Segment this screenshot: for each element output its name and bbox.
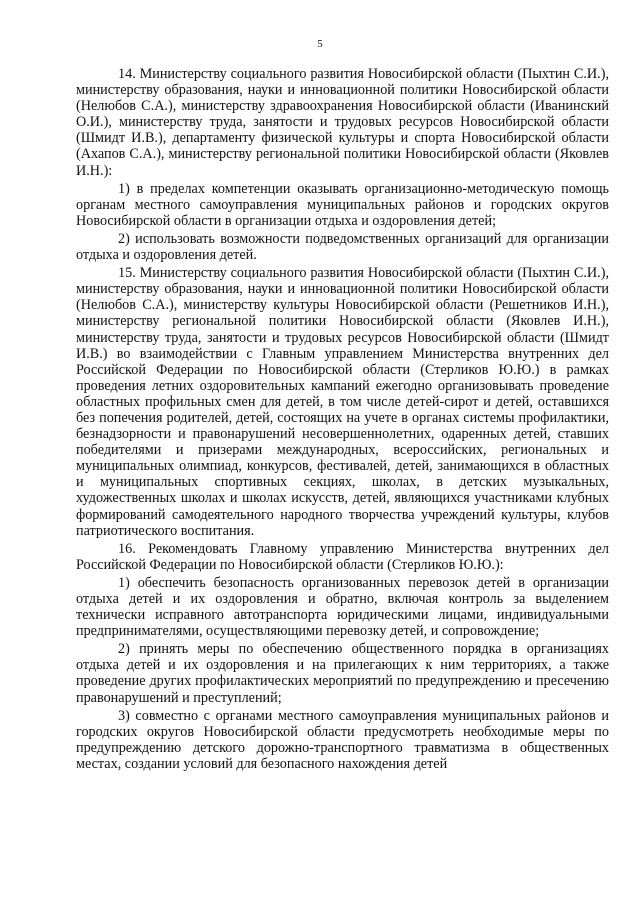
- paragraph-15: 15. Министерству социального развития Новосибирской области (Пыхтин С.И.), министерству образования, науки и инновационной политики Новосибирской области (Нелюбов С.А.), министерству культуры Новосибирской области (Решетников И.Н.), министерству региональной политики Новосибирской области (Яковлев И.Н.), министерству труда, занятости и трудовых ресурсов Новосибирской области (Шмидт И.В.) во взаимодействии с Главным управлением Министерства внутренних дел Российской Федерации по Новосибирской области (Стерликов Ю.Ю.) в рамках проведения летних оздоровительных кампаний ежегодно организовывать проведение областных профильных смен для детей, в том числе детей-сирот и детей, оставшихся без попечения родителей, детей, состоящих на учете в органах системы профилактики, безнадзорности и правонарушений несовершеннолетних, одаренных детей, ставших победителями и призерами международных, всероссийских, региональных и муниципальных олимпиад, конкурсов, фестивалей, детей, занимающихся в областных и муниципальных спортивных секциях, школах, в детских музыкальных, художественных школах и школах искусств, детей, являющихся участниками клубных формирований самодеятельного народного творчества учреждений культуры, клубов патриотического воспитания.: [76, 265, 609, 539]
- paragraph-14: 14. Министерству социального развития Новосибирской области (Пыхтин С.И.), министерству образования, науки и инновационной политики Новосибирской области (Нелюбов С.А.), министерству здравоохранения Новосибирской области (Иванинский О.И.), министерству труда, занятости и трудовых ресурсов Новосибирской области (Шмидт И.В.), департаменту физической культуры и спорта Новосибирской области (Ахапов С.А.), министерству региональной политики Новосибирской области (Яковлев И.Н.):: [76, 66, 609, 179]
- page-number: 5: [317, 38, 323, 50]
- paragraph-14-item-1: 1) в пределах компетенции оказывать организационно-методическую помощь органам местного самоуправления муниципальных районов и городских округов Новосибирской области в организации отдыха и оздоровления детей;: [76, 180, 609, 229]
- paragraph-14-item-2: 2) использовать возможности подведомственных организаций для организации отдыха и оздоровления детей.: [76, 230, 609, 264]
- paragraph-16-item-2: 2) принять меры по обеспечению общественного порядка в организациях отдыха детей и их оздоровления и на прилегающих к ним территориях, а также проведение других профилактических мероприятий по предупреждению и пресечению правонарушений и преступлений;: [76, 641, 609, 706]
- document-body: [76, 66, 609, 774]
- paragraph-16: 16. Рекомендовать Главному управлению Министерства внутренних дел Российской Федерации по Новосибирской области (Стерликов Ю.Ю.):: [76, 540, 609, 573]
- paragraph-16-item-3: 3) совместно с органами местного самоуправления муниципальных районов и городских округов Новосибирской области предусмотреть необходимые меры по предупреждению детского дорожно-транспортного травматизма в общественных местах, создании условий для безопасного нахождения детей: [76, 707, 609, 772]
- paragraph-16-item-1: 1) обеспечить безопасность организованных перевозок детей в организации отдыха детей и их оздоровления и обратно, включая контроль за выделением технически исправного автотранспорта юридическими лицами, индивидуальными предпринимателями, осуществляющими перевозку детей, и сопровождение;: [76, 574, 609, 640]
